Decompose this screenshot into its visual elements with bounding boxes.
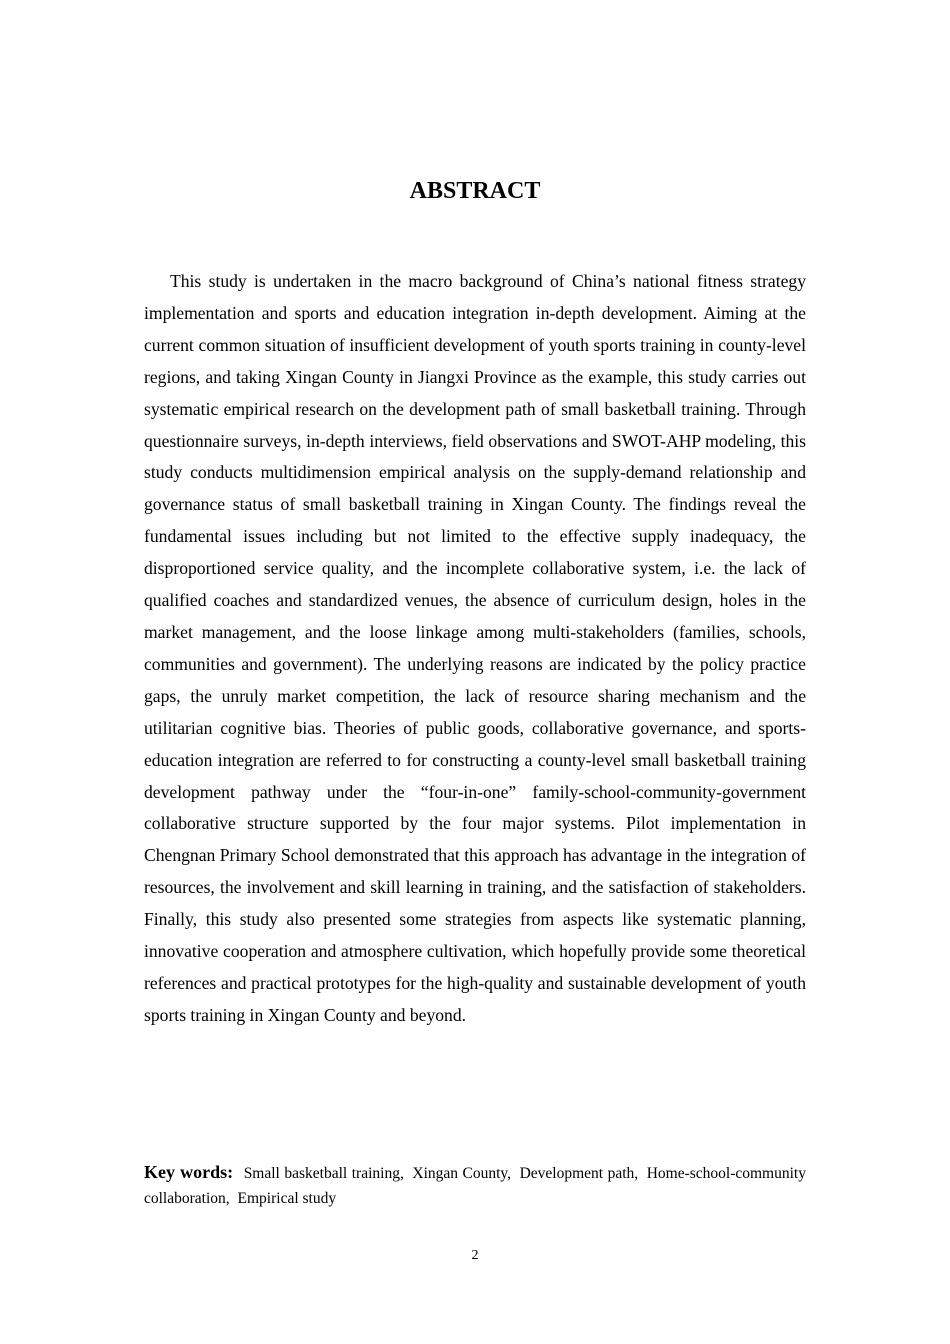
keyword-item: Development path, — [519, 1165, 639, 1182]
page-number: 2 — [471, 1248, 479, 1263]
keyword-item: Small basketball training, — [243, 1165, 404, 1182]
abstract-title: ABSTRACT — [409, 178, 541, 204]
keyword-item: Xingan County, — [412, 1165, 512, 1182]
keywords-section — [144, 1160, 806, 1211]
keyword-item: Empirical study — [237, 1190, 337, 1207]
keywords-label: Key words: — [144, 1162, 234, 1182]
keyword-item: Home-school-community collaboration, — [144, 1165, 806, 1207]
abstract-body: This study is undertaken in the macro background of China’s national fitness strategy implementation and sports and education integration in-depth development. Aiming at the current common situation of insufficient development of youth sports training in county-level regions, and taking Xingan County in Jiangxi Province as the example, this study carries out systematic empirical research on the development path of small basketball training. Through questionnaire surveys, in-depth interviews, field observations and SWOT-AHP modeling, this study conducts multidimension empirical analysis on the supply-demand relationship and governance status of small basketball training in Xingan County. The findings reveal the fundamental issues including but not limited to the effective supply inadequacy, the disproportioned service quality, and the incomplete collaborative system, i.e. the lack of qualified coaches and standardized venues, the absence of curriculum design, holes in the market management, and the loose linkage among multi-stakeholders (families, schools, communities and government). The underlying reasons are indicated by the policy practice gaps, the unruly market competition, the lack of resource sharing mechanism and the utilitarian cognitive bias. Theories of public goods, collaborative governance, and sports-education integration are referred to for constructing a county-level small basketball training development pathway under the “four-in-one” family-school-community-government collaborative structure supported by the four major systems. Pilot implementation in Chengnan Primary School demonstrated that this approach has advantage in the integration of resources, the involvement and skill learning in training, and the satisfaction of stakeholders. Finally, this study also presented some strategies from aspects like systematic planning, innovative cooperation and atmosphere cultivation, which hopefully provide some theoretical references and practical prototypes for the high-quality and sustainable development of youth sports training in Xingan County and beyond. — [144, 271, 806, 1025]
